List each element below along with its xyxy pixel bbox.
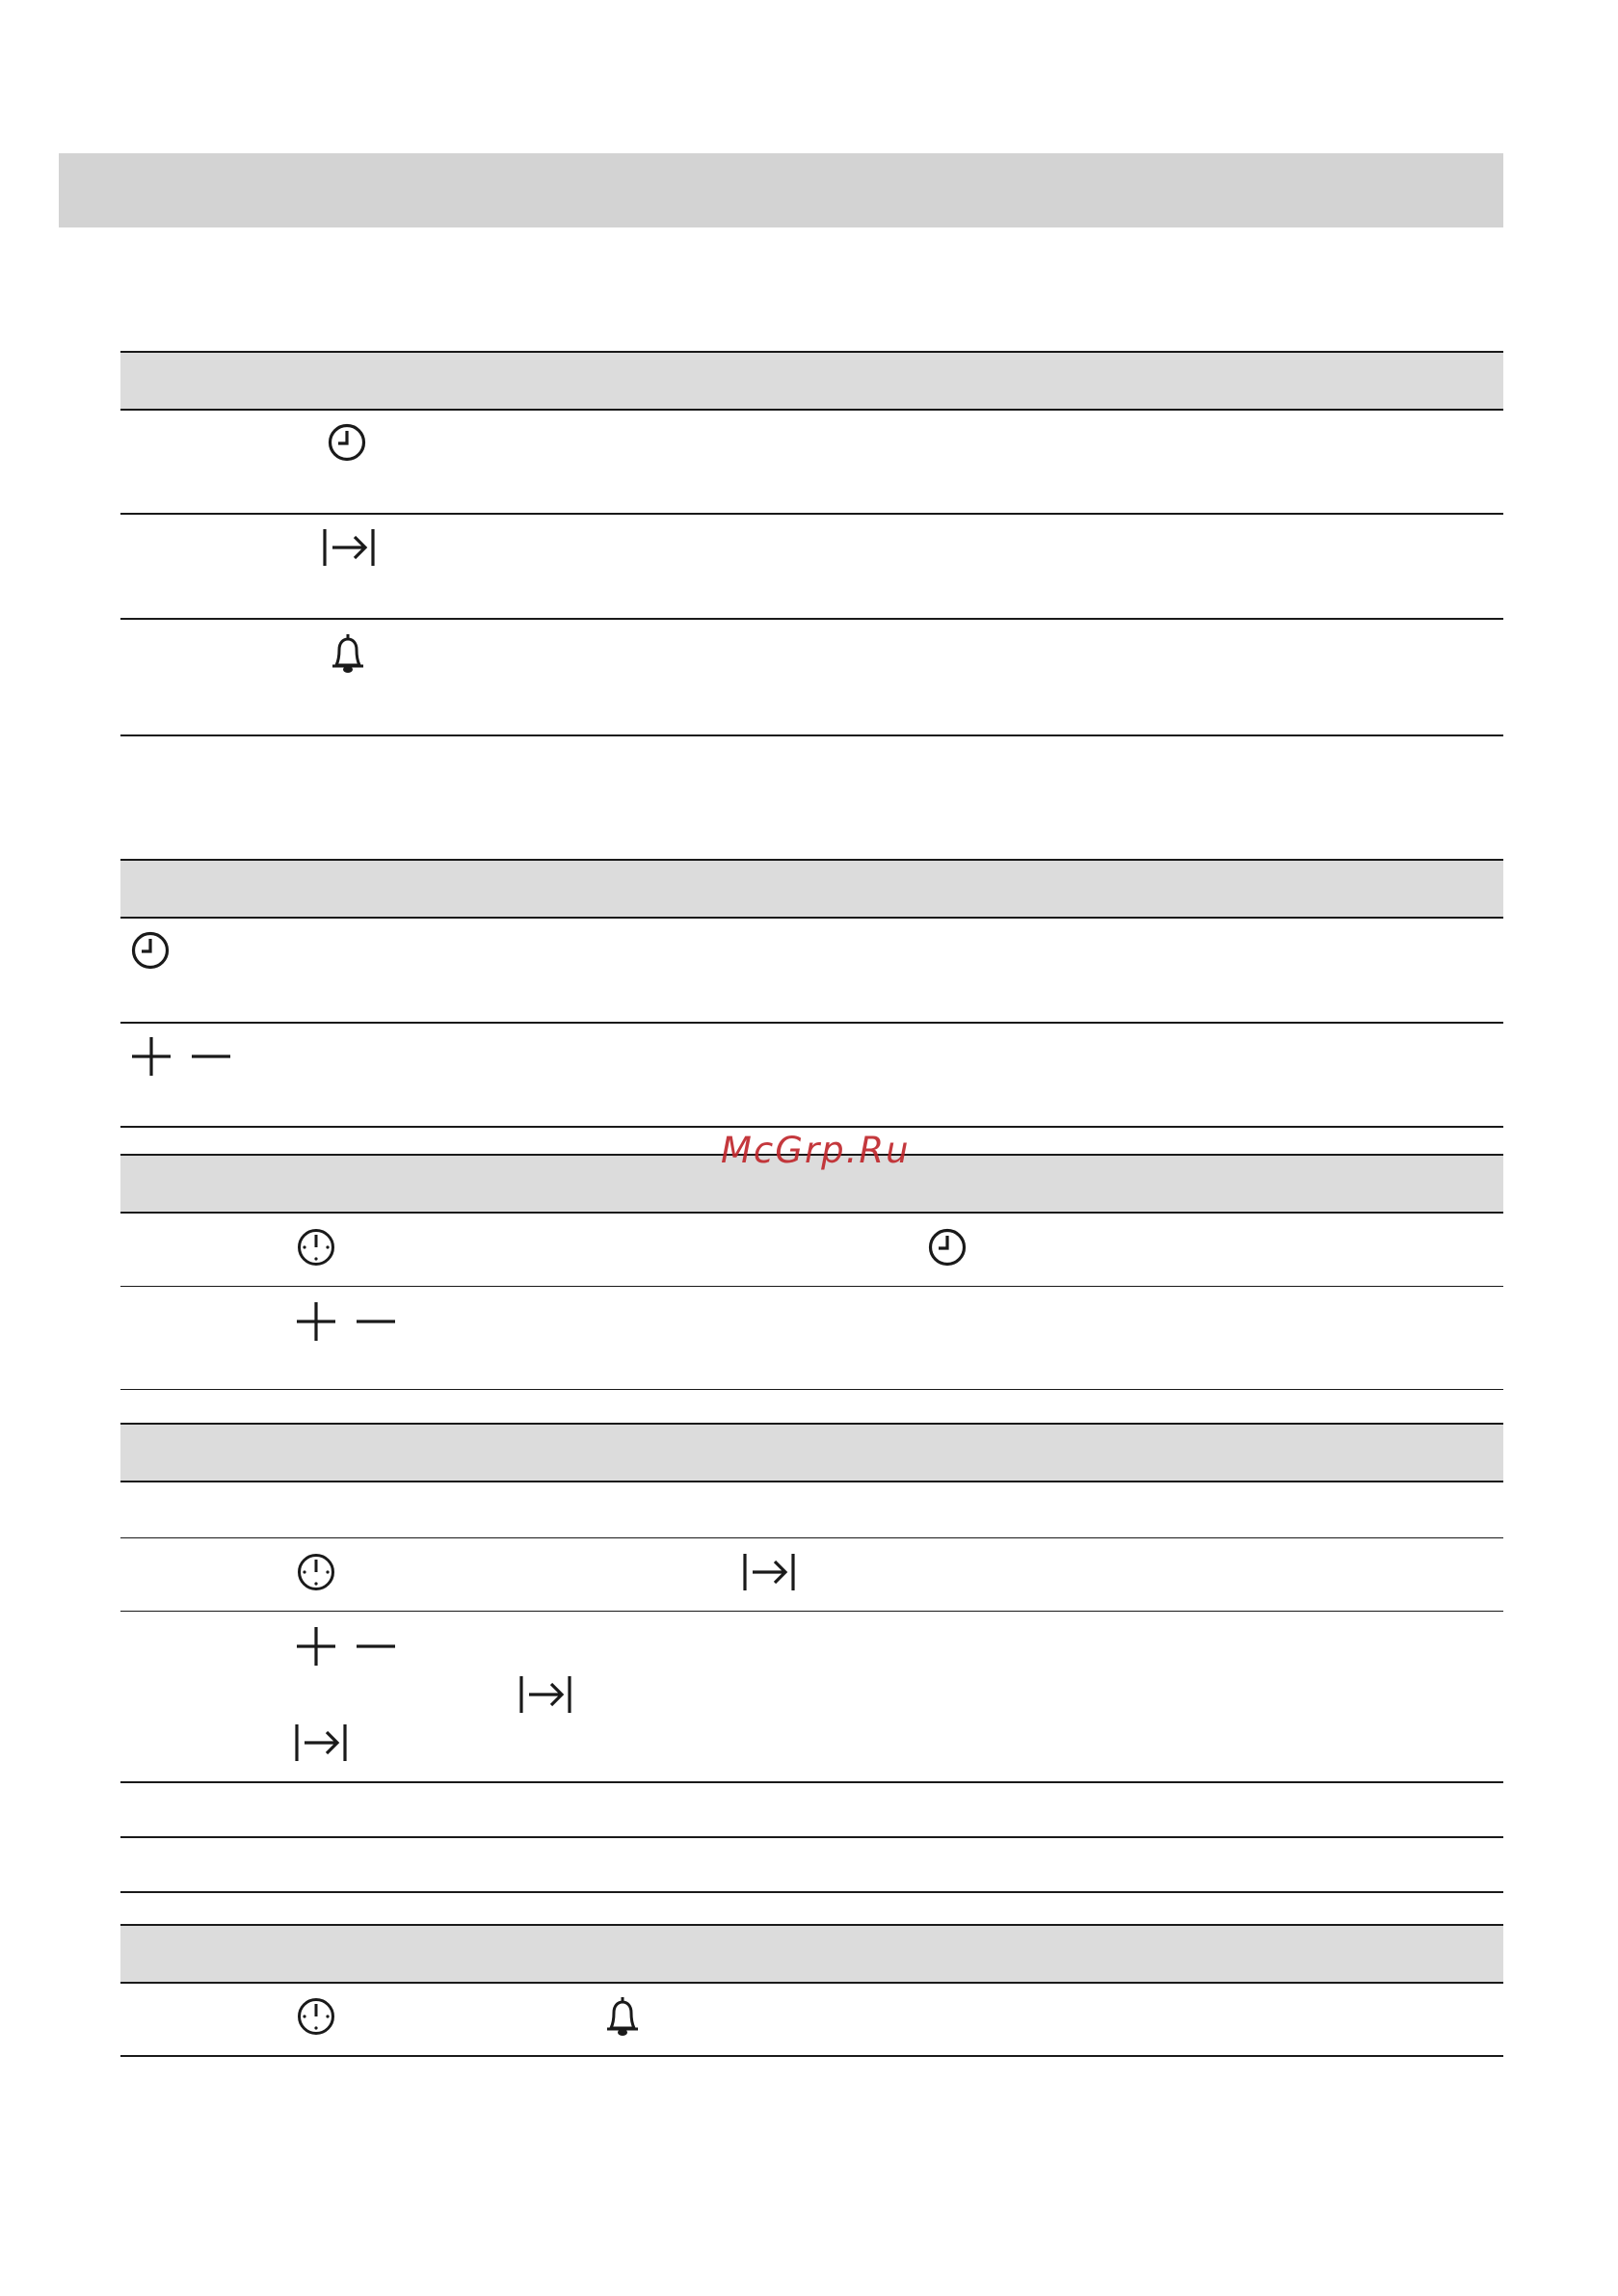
table-row [120, 620, 1503, 736]
table-row [120, 1024, 1503, 1128]
timer-dial-icon [296, 1552, 336, 1592]
plus-icon [130, 1035, 172, 1078]
end-time-arrow-icon [742, 1552, 796, 1592]
plus-icon [295, 1625, 337, 1668]
timer-dial-icon [296, 1227, 336, 1268]
bell-icon [329, 632, 367, 675]
minute-minder-table [120, 1924, 1503, 2057]
clock-icon [927, 1227, 968, 1268]
timer-dial-icon [296, 1996, 336, 2037]
minus-icon [355, 1625, 397, 1668]
section-title-bar [59, 153, 1503, 227]
end-time-arrow-icon [294, 1722, 348, 1763]
time-of-day-table [120, 859, 1503, 1128]
table-row [120, 411, 1503, 515]
end-time-arrow-icon [322, 527, 376, 568]
table-row [120, 1984, 1503, 2057]
table-row [120, 1538, 1503, 1612]
table-header [120, 1924, 1503, 1984]
table-row [120, 1287, 1503, 1390]
table-row [120, 1783, 1503, 1838]
table-header [120, 1423, 1503, 1482]
table-row [120, 919, 1503, 1024]
symbol-table [120, 351, 1503, 736]
table-row [120, 515, 1503, 620]
clock-icon [327, 422, 367, 463]
table-row [120, 1612, 1503, 1783]
end-time-arrow-icon [518, 1674, 572, 1715]
bell-icon [603, 1995, 642, 2038]
change-time-table [120, 1154, 1503, 1390]
table-row [120, 1838, 1503, 1893]
table-row [120, 1214, 1503, 1287]
minus-icon [355, 1300, 397, 1343]
clock-icon [130, 930, 171, 971]
table-row [120, 1482, 1503, 1538]
watermark: McGrp.Ru [721, 1130, 911, 1171]
table-header [120, 351, 1503, 411]
plus-icon [295, 1300, 337, 1343]
table-header [120, 859, 1503, 919]
minus-icon [190, 1035, 232, 1078]
end-time-table [120, 1423, 1503, 1893]
